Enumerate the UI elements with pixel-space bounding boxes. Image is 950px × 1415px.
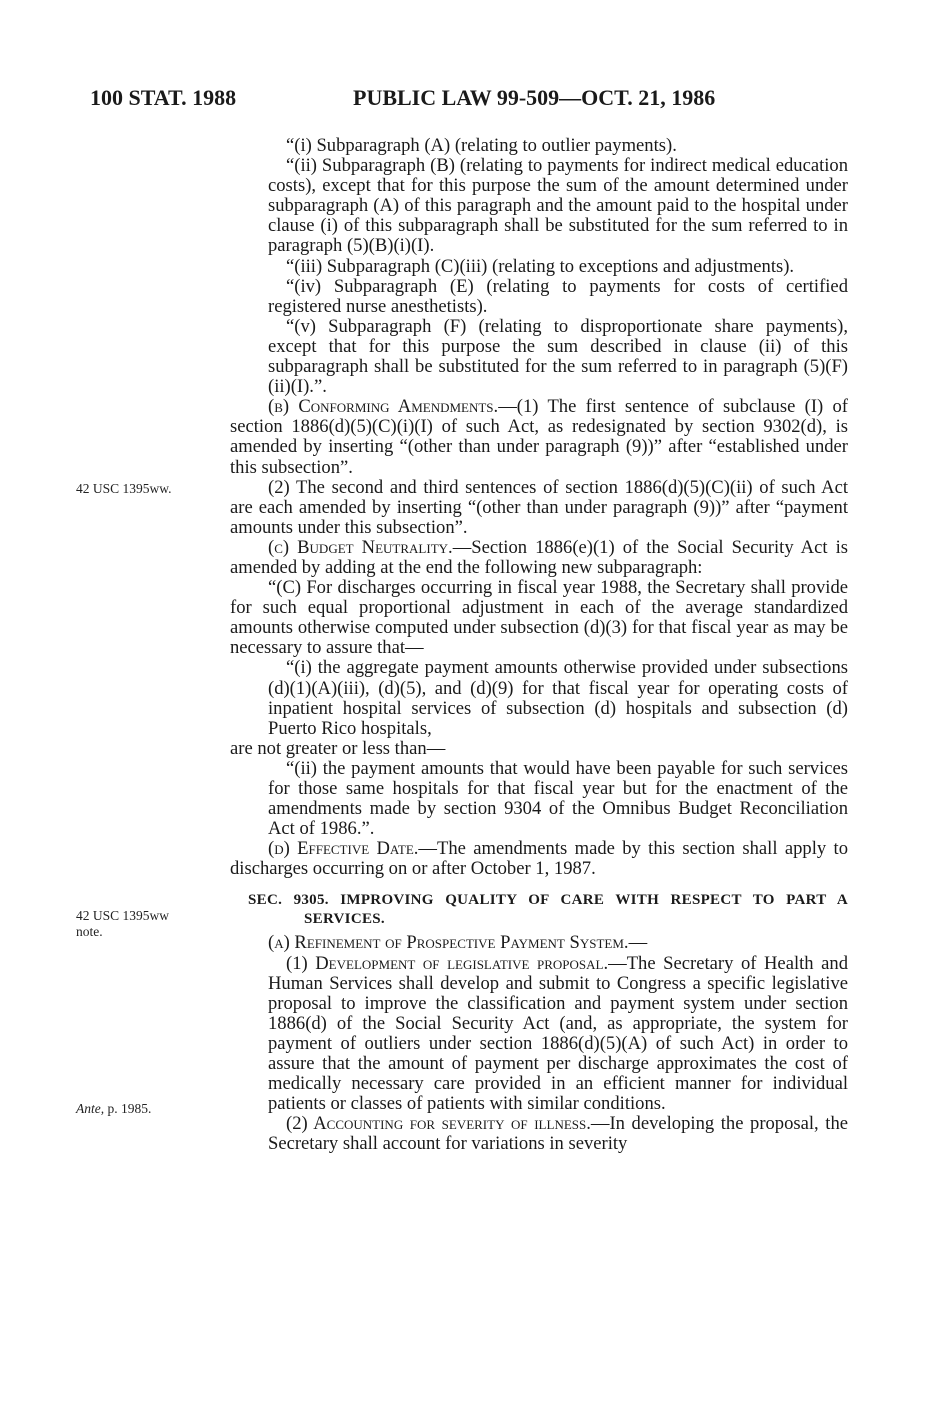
- paragraph-a2-heading: (2) Accounting for severity of illness.: [286, 1113, 591, 1135]
- subsection-a-heading: (a) Refinement of Prospective Payment System.: [268, 932, 629, 954]
- paragraph-a1: [230, 954, 848, 1115]
- subsection-d-text: —The amendments made by this section shall apply to discharges occurring on or after October 1, 1987.: [230, 838, 848, 880]
- statute-page-number: 100 STAT. 1988: [90, 85, 237, 110]
- margin-note-ante-italic: Ante,: [76, 1101, 105, 1116]
- subsection-b2: (2) The second and third sentences of section 1886(d)(5)(C)(ii) of such Act are each amended by inserting “(other than under paragraph (9))” after “payment amounts under this subsection”.: [230, 476, 848, 538]
- clause-v: “(v) Subparagraph (F) (relating to disproportionate share payments), except that for this purpose the sum described in clause (ii) of this subparagraph shall be substituted for the sum referred to in paragraph (5)(F)(ii)(I).”.: [268, 315, 848, 398]
- margin-note-ante: [76, 1101, 151, 1117]
- paragraph-a1-text: —The Secretary of Health and Human Services shall develop and submit to Congress a specific legislative proposal to improve the classification and payment system under section 1886(d) of the Social Security Act (and, as appropriate, the system for payment of outliers under section 1886(d)(5)(A) of such Act) in order to assure that the amount of payment per discharge approximates the cost of medically necessary care provided in an efficient manner for individual patients or classes of patients with similar conditions.: [268, 952, 848, 1115]
- subparagraph-c-mid: are not greater or less than—: [230, 737, 446, 759]
- subsection-c: [230, 538, 848, 578]
- subparagraph-c-clause-i: “(i) the aggregate payment amounts otherwise provided under subsections (d)(1)(A)(iii), (d)(5), and (d)(9) for that fiscal year for operating costs of inpatient hospital services of subsection (d) hospitals and subsection (d) Puerto Rico hospitals,: [268, 657, 848, 739]
- margin-note-ante-page: p. 1985.: [104, 1101, 152, 1116]
- subsection-a-dash: —: [628, 932, 648, 954]
- subsection-b-heading: (b) Conforming Amendments.: [268, 396, 499, 418]
- subsection-b-text: —(1) The first sentence of subclause (I) of section 1886(d)(5)(C)(i)(I) of such Act, as redesignated by section 9302(d), is amended by inserting “(other than under paragraph (9))” after “established under this subsection”.: [230, 396, 849, 478]
- page-header: [0, 85, 950, 115]
- margin-note-line: note.: [76, 924, 103, 939]
- clause-iv: “(iv) Subparagraph (E) (relating to payments for costs of certified registered nurse anesthetists).: [268, 275, 848, 317]
- subsection-a: [230, 933, 848, 953]
- subsection-c-heading: (c) Budget Neutrality.: [268, 536, 453, 558]
- subparagraph-c: “(C) For discharges occurring in fiscal year 1988, the Secretary shall provide for such equal proportional adjustment in each of the average standardized amounts otherwise computed under subsection (d)(3) for that fiscal year as may be necessary to assure that—: [230, 577, 848, 659]
- margin-note-usc: 42 USC 1395ww.: [76, 481, 172, 496]
- margin-note-usc-note: [76, 908, 169, 940]
- paragraph-a2: [230, 1114, 848, 1154]
- margin-note-line: 42 USC 1395ww: [76, 908, 170, 923]
- subsection-b: [230, 397, 848, 477]
- subparagraph-c-clause-ii: “(ii) the payment amounts that would have been payable for such services for those same hospitals for that fiscal year but for the enactment of the amendments made by section 9304 of the Omnibus Budget Reconciliation Act of 1986.”.: [268, 757, 848, 840]
- subsection-d-heading: (d) Effective Date.: [268, 838, 419, 860]
- subsection-d: [230, 839, 848, 879]
- clause-ii: “(ii) Subparagraph (B) (relating to payments for indirect medical education costs), except that for this purpose the sum of the amount determined under subparagraph (A) of this paragraph and the amount paid to the hospital under clause (i) of this subparagraph shall be substituted for the sum referred to in paragraph (5)(B)(i)(I).: [268, 155, 848, 257]
- clause-iii: “(iii) Subparagraph (C)(iii) (relating to exceptions and adjustments).: [286, 255, 795, 277]
- paragraph-a1-heading: (1) Development of legislative proposal.: [286, 952, 609, 974]
- paragraph-a2-text: —In developing the proposal, the Secretary shall account for variations in severity: [268, 1113, 848, 1155]
- section-heading: SEC. 9305. IMPROVING QUALITY OF CARE WITH RESPECT TO PART A SERVICES.: [248, 892, 848, 928]
- document-body: [230, 136, 848, 1155]
- subsection-c-text: —Section 1886(e)(1) of the Social Security Act is amended by adding at the end the following new subparagraph:: [230, 536, 849, 578]
- clause-i: “(i) Subparagraph (A) (relating to outlier payments).: [286, 135, 677, 156]
- public-law-title: PUBLIC LAW 99-509—OCT. 21, 1986: [353, 85, 716, 110]
